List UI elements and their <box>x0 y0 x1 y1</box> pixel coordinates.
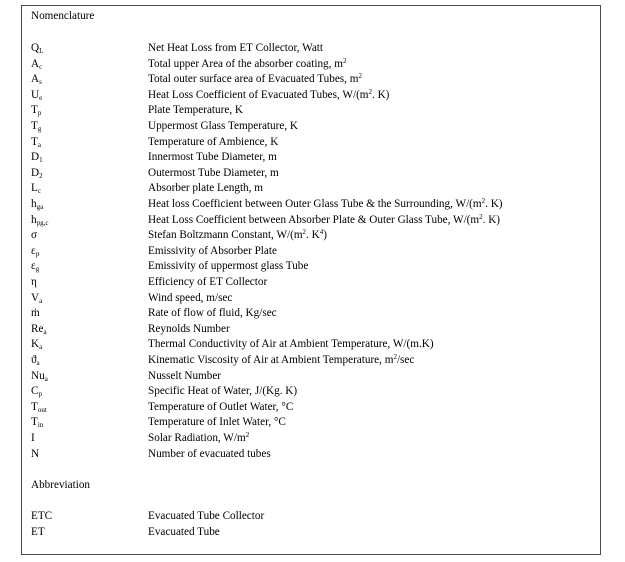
nomenclature-row <box>22 399 600 415</box>
symbol <box>31 40 43 56</box>
symbol <box>31 368 48 384</box>
definition <box>148 118 298 134</box>
symbol-base: D <box>31 166 40 179</box>
definition <box>148 40 323 56</box>
symbol <box>31 414 43 430</box>
symbol-subscript: in <box>37 421 44 430</box>
symbol <box>31 149 43 165</box>
nomenclature-row <box>22 212 600 228</box>
symbol <box>31 290 42 306</box>
definition <box>148 399 293 415</box>
symbol <box>31 227 37 243</box>
symbol-subscript: e <box>39 93 43 102</box>
unit-superscript: 2 <box>358 72 362 81</box>
symbol-base: T <box>31 104 38 117</box>
symbol <box>31 56 42 72</box>
definition-text: Reynolds Number <box>148 322 230 335</box>
symbol-subscript: ga <box>36 203 44 211</box>
definition-text: Heat Loss Coefficient of Evacuated Tubes, W/(m <box>148 88 369 101</box>
symbol-subscript: pg,c <box>36 218 49 227</box>
definition <box>148 368 221 384</box>
nomenclature-box <box>21 5 601 555</box>
definition-text: Total upper Area of the absorber coating, m <box>148 57 343 70</box>
definition-text: Thermal Conductivity of Air at Ambient Temperature, W/(m.K) <box>148 338 434 351</box>
symbol-base: σ <box>31 229 38 242</box>
definition-text: Plate Temperature, K <box>148 104 243 117</box>
nomenclature-row <box>22 368 600 384</box>
symbol-base: V <box>31 291 40 304</box>
definition-text: Nusselt Number <box>148 369 222 382</box>
definition-text: Temperature of Outlet Water, °C <box>148 400 294 413</box>
symbol-base: ϑ <box>31 354 37 366</box>
definition <box>148 149 277 165</box>
nomenclature-row <box>22 227 600 243</box>
symbol <box>31 446 39 462</box>
definition <box>148 180 263 196</box>
symbol-base: Q <box>31 42 40 54</box>
symbol <box>31 258 39 274</box>
nomenclature-row <box>22 290 600 306</box>
symbol-base: T <box>31 416 38 429</box>
symbol <box>31 336 42 352</box>
definition-tail: . K) <box>482 213 501 226</box>
unit-superscript: 4 <box>319 228 324 237</box>
symbol-subscript: p <box>37 109 42 118</box>
definition <box>148 227 327 243</box>
symbol-base: U <box>31 88 40 101</box>
symbol-subscript: a <box>43 327 47 336</box>
symbol-base: T <box>31 135 38 148</box>
symbol <box>31 87 42 103</box>
nomenclature-row <box>22 71 600 87</box>
symbol <box>31 352 40 368</box>
nomenclature-row <box>22 165 600 181</box>
symbol-subscript: p <box>35 249 40 258</box>
definition-text: Kinematic Viscosity of Air at Ambient Temperature, m <box>148 354 394 366</box>
nomenclature-row <box>22 56 600 72</box>
symbol-base: Nu <box>31 369 45 382</box>
symbol <box>31 399 47 415</box>
definition-text: Rate of flow of fluid, Kg/sec <box>148 307 277 320</box>
symbol-subscript: out <box>37 405 47 414</box>
nomenclature-heading: Nomenclature <box>31 10 95 22</box>
symbol-subscript: g <box>37 125 42 133</box>
definition-text: Heat loss Coefficient between Outer Glass Tube & the Surrounding, W/(m <box>148 198 482 210</box>
nomenclature-row <box>22 336 600 352</box>
symbol <box>31 102 41 118</box>
symbol <box>31 212 48 228</box>
symbol-base: I <box>31 432 35 444</box>
symbol-base: ε <box>31 260 36 273</box>
symbol-base: L <box>31 182 38 195</box>
definition <box>148 321 230 337</box>
unit-superscript: 2 <box>481 197 486 205</box>
definition-tail: . K) <box>372 88 390 101</box>
abbreviation-heading: Abbreviation <box>31 479 91 491</box>
nomenclature-row <box>22 196 600 212</box>
definition <box>148 290 232 306</box>
symbol-base: N <box>31 447 40 460</box>
abbreviation: ET <box>31 525 45 538</box>
nomenclature-row <box>22 352 600 368</box>
nomenclature-row <box>22 102 600 118</box>
nomenclature-row <box>22 274 600 290</box>
symbol-base: η <box>31 276 37 288</box>
symbol-base: D <box>31 151 40 164</box>
definition-text: Emissivity of Absorber Plate <box>148 244 277 257</box>
definition <box>148 305 277 321</box>
unit-superscript: 2 <box>342 56 347 65</box>
definition-text: Stefan Boltzmann Constant, W/(m <box>148 229 303 242</box>
definition <box>148 196 503 212</box>
symbol-subscript: c <box>37 187 41 196</box>
definition-tail: . K) <box>485 198 503 210</box>
nomenclature-row <box>22 258 600 274</box>
symbol-subscript: L <box>39 47 44 55</box>
definition <box>148 56 346 72</box>
nomenclature-row <box>22 40 600 56</box>
definition-text: Total outer surface area of Evacuated Tubes, m <box>148 73 359 86</box>
symbol-subscript: p <box>38 390 42 399</box>
definition-text: Temperature of Ambience, K <box>148 135 279 148</box>
symbol <box>31 243 39 259</box>
symbol-subscript: a <box>36 359 40 367</box>
definition <box>148 243 277 259</box>
nomenclature-row <box>22 149 600 165</box>
definition-text: Specific Heat of Water, J/(Kg. K) <box>148 385 298 398</box>
definition-text: Efficiency of ET Collector <box>148 276 268 288</box>
abbreviation-row <box>22 524 600 540</box>
symbol <box>31 71 42 87</box>
definition-text: Outermost Tube Diameter, m <box>148 166 279 179</box>
unit-superscript: 2 <box>393 353 397 361</box>
unit-superscript: 2 <box>302 228 307 237</box>
definition <box>148 102 243 118</box>
nomenclature-row <box>22 243 600 259</box>
definition-text: Net Heat Loss from ET Collector, Watt <box>148 42 324 54</box>
nomenclature-row <box>22 118 600 134</box>
symbol-base: C <box>31 385 39 398</box>
definition <box>148 258 308 274</box>
symbol-subscript: s <box>39 78 42 87</box>
definition <box>148 352 414 368</box>
nomenclature-row <box>22 87 600 103</box>
symbol-subscript: c <box>39 62 43 71</box>
unit-superscript: 2 <box>479 212 483 221</box>
symbol-base: T <box>31 400 38 413</box>
symbol-base: Re <box>31 322 44 335</box>
definition-text: Temperature of Inlet Water, °C <box>148 416 286 429</box>
symbol-subscript: 1 <box>39 156 43 165</box>
definition-text: Heat Loss Coefficient between Absorber Plate & Outer Glass Tube, W/(m <box>148 213 480 226</box>
symbol <box>31 383 42 399</box>
nomenclature-row <box>22 430 600 446</box>
definition <box>148 134 278 150</box>
nomenclature-row <box>22 383 600 399</box>
symbol <box>31 274 37 290</box>
definition <box>148 71 362 87</box>
symbol-subscript: a <box>37 140 41 149</box>
definition-text: Number of evacuated tubes <box>148 447 271 460</box>
symbol <box>31 180 41 196</box>
definition <box>148 446 271 462</box>
nomenclature-row <box>22 446 600 462</box>
symbol <box>31 165 43 181</box>
symbol <box>31 118 41 134</box>
definition <box>148 87 389 103</box>
definition <box>148 383 297 399</box>
symbol-base: A <box>31 73 40 86</box>
symbol-subscript: a <box>39 343 43 352</box>
abbreviation-definition: Evacuated Tube Collector <box>148 510 265 522</box>
abbreviation-row <box>22 508 600 524</box>
symbol-base: h <box>31 213 37 226</box>
symbol <box>31 321 47 337</box>
abbreviation-definition: Evacuated Tube <box>148 525 220 538</box>
definition-text: Innermost Tube Diameter, m <box>148 151 277 164</box>
unit-superscript: 2 <box>368 87 372 96</box>
definition-text: Uppermost Glass Temperature, K <box>148 120 299 132</box>
definition <box>148 274 267 290</box>
nomenclature-row <box>22 180 600 196</box>
symbol-base: h <box>31 198 37 210</box>
definition <box>148 414 286 430</box>
definition-text: Solar Radiation, W/m <box>148 432 246 444</box>
nomenclature-row <box>22 321 600 337</box>
definition-tail: . K <box>306 229 320 242</box>
symbol <box>31 305 40 321</box>
definition-text: Wind speed, m/sec <box>148 291 233 304</box>
definition-text: Absorber plate Length, m <box>148 182 263 195</box>
symbol-base: ṁ <box>31 307 40 320</box>
nomenclature-row <box>22 305 600 321</box>
definition <box>148 165 279 181</box>
definition <box>148 336 434 352</box>
symbol-subscript: 2 <box>39 171 43 180</box>
symbol-subscript: g <box>35 265 40 274</box>
symbol <box>31 430 35 446</box>
unit-superscript: 2 <box>245 431 250 439</box>
symbol <box>31 196 43 212</box>
nomenclature-row <box>22 134 600 150</box>
symbol <box>31 134 41 150</box>
definition <box>148 430 249 446</box>
symbol-subscript: a <box>44 374 48 383</box>
symbol-base: A <box>31 57 40 70</box>
abbreviation: ETC <box>31 510 53 522</box>
symbol-base: ε <box>31 244 36 257</box>
definition-tail: /sec <box>396 354 415 366</box>
definition-text: Emissivity of uppermost glass Tube <box>148 260 309 273</box>
definition-tail: ) <box>323 229 327 242</box>
symbol-subscript: a <box>39 296 43 305</box>
definition <box>148 212 500 228</box>
symbol-base: T <box>31 120 38 132</box>
symbol-base: K <box>31 338 40 351</box>
nomenclature-row <box>22 414 600 430</box>
